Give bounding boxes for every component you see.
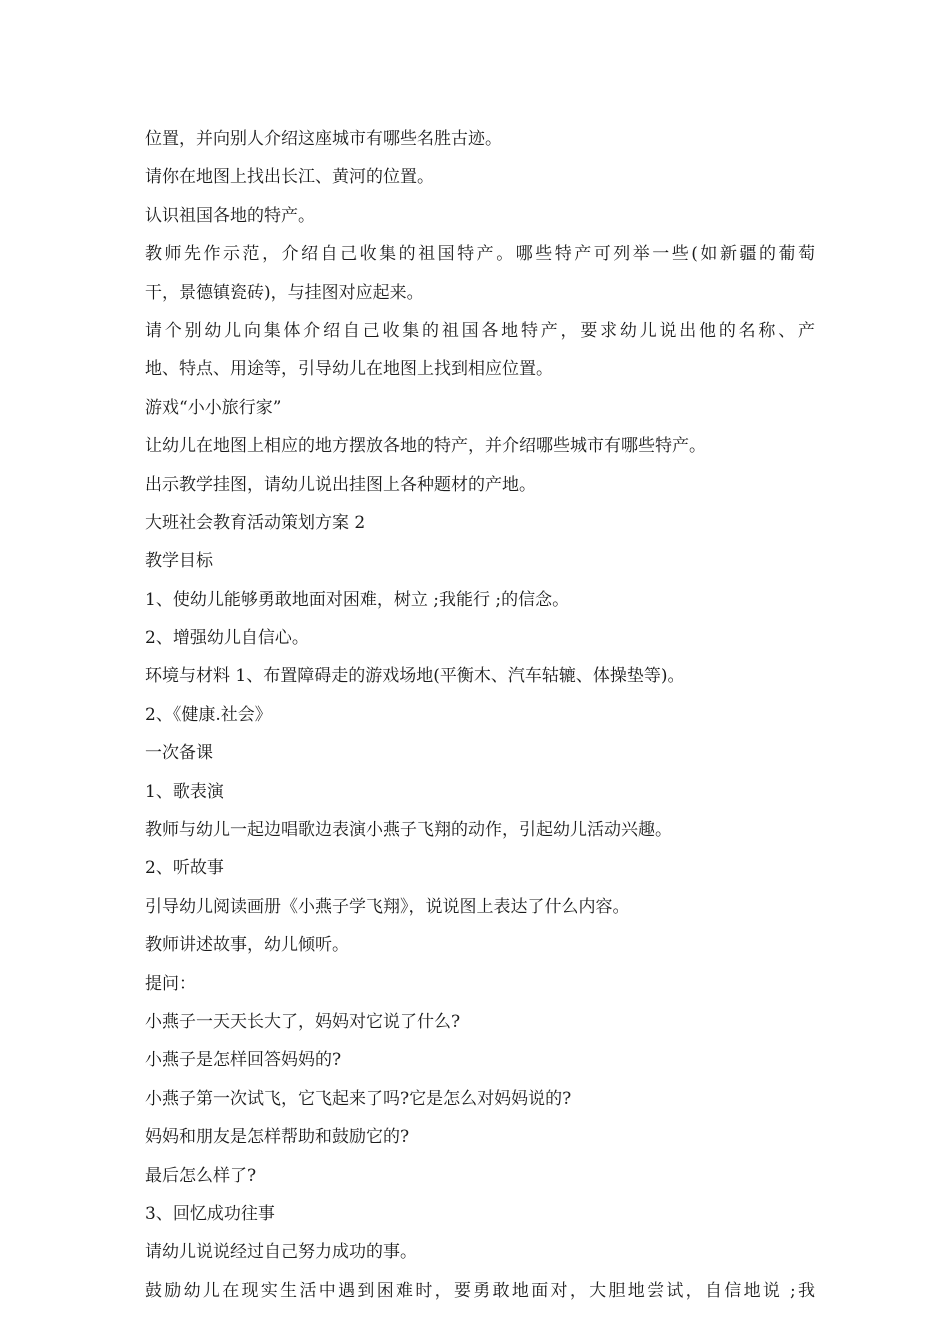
paragraph-line: 鼓励幼儿在现实生活中遇到困难时，要勇敢地面对，大胆地尝试，自信地说 ;我 (145, 1280, 815, 1301)
document-body (145, 120, 815, 1310)
paragraph-line: 教师讲述故事，幼儿倾听。 (145, 935, 349, 956)
paragraph-line: 教师与幼儿一起边唱歌边表演小燕子飞翔的动作，引起幼儿活动兴趣。 (145, 820, 672, 841)
paragraph-line: 地、特点、用途等，引导幼儿在地图上找到相应位置。 (145, 359, 553, 380)
section-heading: 教学目标 (145, 551, 213, 572)
section-heading: 认识祖国各地的特产。 (145, 205, 315, 226)
paragraph-line: 出示教学挂图，请幼儿说出挂图上各种题材的产地。 (145, 474, 536, 495)
question-line: 小燕子是怎样回答妈妈的? (145, 1050, 342, 1071)
list-item: 2、听故事 (145, 858, 224, 879)
paragraph-line: 环境与材料 1、布置障碍走的游戏场地(平衡木、汽车轱辘、体操垫等)。 (145, 666, 685, 687)
paragraph-line: 引导幼儿阅读画册《小燕子学飞翔》，说说图上表达了什么内容。 (145, 896, 630, 917)
paragraph-line: 干，景德镇瓷砖)，与挂图对应起来。 (145, 282, 424, 303)
question-line: 妈妈和朋友是怎样帮助和鼓励它的? (145, 1127, 410, 1148)
list-item: 2、增强幼儿自信心。 (145, 628, 309, 649)
question-line: 小燕子第一次试飞，它飞起来了吗?它是怎么对妈妈说的? (145, 1088, 572, 1109)
paragraph-line: 让幼儿在地图上相应的地方摆放各地的特产，并介绍哪些城市有哪些特产。 (145, 436, 706, 457)
question-line: 小燕子一天天长大了，妈妈对它说了什么? (145, 1011, 461, 1032)
question-line: 最后怎么样了? (145, 1165, 257, 1186)
paragraph-line: 请个别幼儿向集体介绍自己收集的祖国各地特产，要求幼儿说出他的名称、产 (145, 320, 815, 341)
paragraph-line: 位置，并向别人介绍这座城市有哪些名胜古迹。 (145, 129, 502, 149)
list-item: 2、《健康.社会》 (145, 704, 272, 725)
list-item: 1、使幼儿能够勇敢地面对困难，树立 ;我能行 ;的信念。 (145, 589, 570, 610)
paragraph-line: 教师先作示范，介绍自己收集的祖国特产。哪些特产可列举一些(如新疆的葡萄 (145, 244, 815, 265)
list-item: 3、回忆成功往事 (145, 1203, 275, 1224)
section-heading: 游戏“小小旅行家” (145, 397, 282, 418)
paragraph-line: 提问： (145, 973, 196, 994)
section-heading: 一次备课 (145, 743, 213, 764)
paragraph-line: 请你在地图上找出长江、黄河的位置。 (145, 167, 434, 188)
document-title: 大班社会教育活动策划方案 2 (145, 512, 366, 533)
paragraph-line: 请幼儿说说经过自己努力成功的事。 (145, 1242, 417, 1263)
list-item: 1、歌表演 (145, 781, 224, 802)
